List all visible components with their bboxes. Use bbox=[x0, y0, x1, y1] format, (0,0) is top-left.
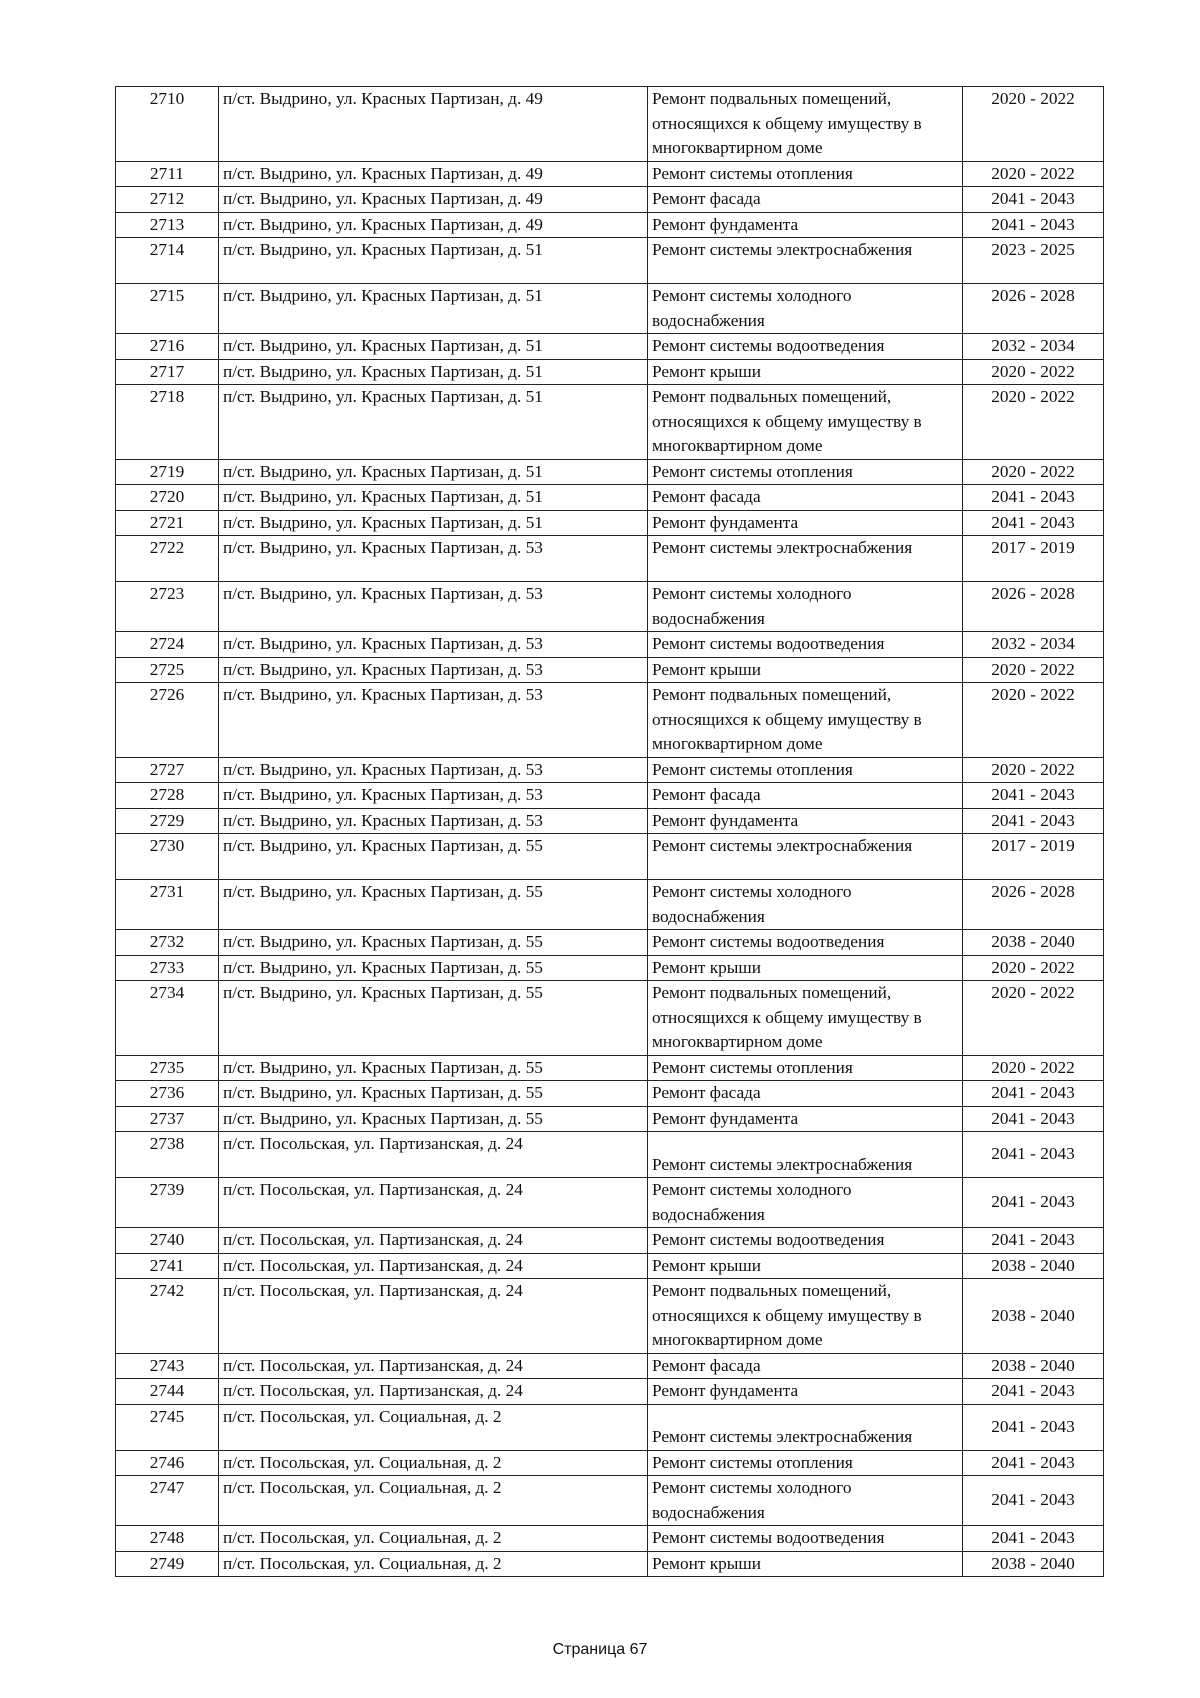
row-period: 2020 - 2022 bbox=[963, 359, 1104, 385]
row-work-type: Ремонт системы электроснабжения bbox=[648, 834, 963, 880]
table-row bbox=[116, 284, 1104, 334]
table-row bbox=[116, 783, 1104, 809]
row-number: 2745 bbox=[116, 1404, 219, 1450]
row-address: п/ст. Выдрино, ул. Красных Партизан, д. 51 bbox=[219, 334, 648, 360]
row-period: 2038 - 2040 bbox=[963, 1551, 1104, 1577]
table-row bbox=[116, 582, 1104, 632]
row-work-type: Ремонт крыши bbox=[648, 657, 963, 683]
table-row bbox=[116, 1404, 1104, 1450]
table-row bbox=[116, 1055, 1104, 1081]
table-row bbox=[116, 1476, 1104, 1526]
table-row bbox=[116, 632, 1104, 658]
repair-schedule-table bbox=[115, 86, 1104, 1577]
row-period: 2041 - 2043 bbox=[963, 1228, 1104, 1254]
row-number: 2725 bbox=[116, 657, 219, 683]
row-work-type: Ремонт системы отопления bbox=[648, 757, 963, 783]
row-number: 2715 bbox=[116, 284, 219, 334]
row-number: 2711 bbox=[116, 161, 219, 187]
table-body bbox=[116, 87, 1104, 1577]
row-work-type: Ремонт системы электроснабжения bbox=[648, 1132, 963, 1178]
row-work-type: Ремонт системы водоотведения bbox=[648, 334, 963, 360]
row-period: 2041 - 2043 bbox=[963, 485, 1104, 511]
table-row bbox=[116, 1253, 1104, 1279]
table-row bbox=[116, 1551, 1104, 1577]
table-row bbox=[116, 459, 1104, 485]
row-address: п/ст. Посольская, ул. Социальная, д. 2 bbox=[219, 1526, 648, 1552]
row-address: п/ст. Выдрино, ул. Красных Партизан, д. 55 bbox=[219, 834, 648, 880]
row-period: 2017 - 2019 bbox=[963, 834, 1104, 880]
table-row bbox=[116, 510, 1104, 536]
row-period: 2041 - 2043 bbox=[963, 1379, 1104, 1405]
row-work-type: Ремонт фундамента bbox=[648, 510, 963, 536]
row-period: 2041 - 2043 bbox=[963, 187, 1104, 213]
row-period: 2041 - 2043 bbox=[963, 1132, 1104, 1178]
table-row bbox=[116, 359, 1104, 385]
table-row bbox=[116, 334, 1104, 360]
row-period: 2038 - 2040 bbox=[963, 930, 1104, 956]
row-number: 2744 bbox=[116, 1379, 219, 1405]
row-address: п/ст. Выдрино, ул. Красных Партизан, д. 55 bbox=[219, 981, 648, 1056]
row-number: 2743 bbox=[116, 1353, 219, 1379]
row-work-type: Ремонт подвальных помещений, относящихся к общему имуществу в многоквартирном доме bbox=[648, 1279, 963, 1354]
table-row bbox=[116, 212, 1104, 238]
row-work-type: Ремонт системы холодного водоснабжения bbox=[648, 582, 963, 632]
row-work-type: Ремонт подвальных помещений, относящихся к общему имуществу в многоквартирном доме bbox=[648, 981, 963, 1056]
row-address: п/ст. Выдрино, ул. Красных Партизан, д. 51 bbox=[219, 238, 648, 284]
row-number: 2712 bbox=[116, 187, 219, 213]
row-work-type: Ремонт подвальных помещений, относящихся к общему имуществу в многоквартирном доме bbox=[648, 87, 963, 162]
row-period: 2041 - 2043 bbox=[963, 1404, 1104, 1450]
row-period: 2041 - 2043 bbox=[963, 1476, 1104, 1526]
table-row bbox=[116, 1279, 1104, 1354]
row-number: 2740 bbox=[116, 1228, 219, 1254]
row-number: 2710 bbox=[116, 87, 219, 162]
row-work-type: Ремонт системы электроснабжения bbox=[648, 1404, 963, 1450]
row-address: п/ст. Выдрино, ул. Красных Партизан, д. 49 bbox=[219, 187, 648, 213]
row-work-type: Ремонт крыши bbox=[648, 1253, 963, 1279]
row-period: 2041 - 2043 bbox=[963, 783, 1104, 809]
row-number: 2732 bbox=[116, 930, 219, 956]
row-period: 2041 - 2043 bbox=[963, 1526, 1104, 1552]
row-work-type: Ремонт фасада bbox=[648, 187, 963, 213]
row-address: п/ст. Посольская, ул. Партизанская, д. 24 bbox=[219, 1379, 648, 1405]
row-address: п/ст. Выдрино, ул. Красных Партизан, д. 53 bbox=[219, 683, 648, 758]
row-work-type: Ремонт крыши bbox=[648, 955, 963, 981]
row-number: 2713 bbox=[116, 212, 219, 238]
table-row bbox=[116, 385, 1104, 460]
row-address: п/ст. Выдрино, ул. Красных Партизан, д. 55 bbox=[219, 1106, 648, 1132]
row-period: 2020 - 2022 bbox=[963, 385, 1104, 460]
table-row bbox=[116, 161, 1104, 187]
row-work-type: Ремонт подвальных помещений, относящихся к общему имуществу в многоквартирном доме bbox=[648, 683, 963, 758]
row-number: 2724 bbox=[116, 632, 219, 658]
row-address: п/ст. Выдрино, ул. Красных Партизан, д. 49 bbox=[219, 87, 648, 162]
row-address: п/ст. Посольская, ул. Партизанская, д. 24 bbox=[219, 1279, 648, 1354]
row-work-type: Ремонт системы холодного водоснабжения bbox=[648, 1476, 963, 1526]
row-work-type: Ремонт системы водоотведения bbox=[648, 1526, 963, 1552]
row-period: 2032 - 2034 bbox=[963, 334, 1104, 360]
row-number: 2722 bbox=[116, 536, 219, 582]
table-row bbox=[116, 238, 1104, 284]
row-number: 2720 bbox=[116, 485, 219, 511]
row-number: 2728 bbox=[116, 783, 219, 809]
row-number: 2727 bbox=[116, 757, 219, 783]
row-period: 2026 - 2028 bbox=[963, 880, 1104, 930]
row-work-type: Ремонт фасада bbox=[648, 485, 963, 511]
row-work-type: Ремонт подвальных помещений, относящихся к общему имуществу в многоквартирном доме bbox=[648, 385, 963, 460]
row-period: 2020 - 2022 bbox=[963, 87, 1104, 162]
row-period: 2026 - 2028 bbox=[963, 284, 1104, 334]
table-row bbox=[116, 1450, 1104, 1476]
table-row bbox=[116, 1081, 1104, 1107]
row-number: 2749 bbox=[116, 1551, 219, 1577]
row-number: 2739 bbox=[116, 1178, 219, 1228]
table-row bbox=[116, 1228, 1104, 1254]
row-period: 2020 - 2022 bbox=[963, 657, 1104, 683]
row-address: п/ст. Выдрино, ул. Красных Партизан, д. 55 bbox=[219, 955, 648, 981]
row-work-type: Ремонт системы отопления bbox=[648, 459, 963, 485]
row-work-type: Ремонт системы холодного водоснабжения bbox=[648, 880, 963, 930]
row-number: 2714 bbox=[116, 238, 219, 284]
table-row bbox=[116, 757, 1104, 783]
row-period: 2023 - 2025 bbox=[963, 238, 1104, 284]
row-address: п/ст. Выдрино, ул. Красных Партизан, д. 49 bbox=[219, 161, 648, 187]
row-period: 2041 - 2043 bbox=[963, 212, 1104, 238]
row-number: 2733 bbox=[116, 955, 219, 981]
table-row bbox=[116, 834, 1104, 880]
row-period: 2020 - 2022 bbox=[963, 981, 1104, 1056]
row-work-type: Ремонт системы водоотведения bbox=[648, 930, 963, 956]
row-number: 2736 bbox=[116, 1081, 219, 1107]
row-address: п/ст. Выдрино, ул. Красных Партизан, д. 49 bbox=[219, 212, 648, 238]
table-row bbox=[116, 955, 1104, 981]
row-work-type: Ремонт фасада bbox=[648, 1081, 963, 1107]
row-period: 2041 - 2043 bbox=[963, 808, 1104, 834]
row-address: п/ст. Выдрино, ул. Красных Партизан, д. 53 bbox=[219, 536, 648, 582]
row-number: 2730 bbox=[116, 834, 219, 880]
table-row bbox=[116, 808, 1104, 834]
row-address: п/ст. Выдрино, ул. Красных Партизан, д. 51 bbox=[219, 385, 648, 460]
table-row bbox=[116, 1353, 1104, 1379]
row-address: п/ст. Выдрино, ул. Красных Партизан, д. 51 bbox=[219, 485, 648, 511]
row-address: п/ст. Посольская, ул. Социальная, д. 2 bbox=[219, 1450, 648, 1476]
row-address: п/ст. Выдрино, ул. Красных Партизан, д. 55 bbox=[219, 930, 648, 956]
row-work-type: Ремонт фундамента bbox=[648, 212, 963, 238]
table-row bbox=[116, 1526, 1104, 1552]
row-work-type: Ремонт фасада bbox=[648, 1353, 963, 1379]
row-number: 2716 bbox=[116, 334, 219, 360]
row-number: 2742 bbox=[116, 1279, 219, 1354]
table-row bbox=[116, 683, 1104, 758]
row-number: 2735 bbox=[116, 1055, 219, 1081]
row-work-type: Ремонт системы водоотведения bbox=[648, 1228, 963, 1254]
row-period: 2020 - 2022 bbox=[963, 757, 1104, 783]
row-number: 2723 bbox=[116, 582, 219, 632]
row-number: 2731 bbox=[116, 880, 219, 930]
row-address: п/ст. Выдрино, ул. Красных Партизан, д. 53 bbox=[219, 783, 648, 809]
row-period: 2041 - 2043 bbox=[963, 510, 1104, 536]
table-row bbox=[116, 930, 1104, 956]
row-work-type: Ремонт системы отопления bbox=[648, 161, 963, 187]
row-address: п/ст. Посольская, ул. Партизанская, д. 24 bbox=[219, 1253, 648, 1279]
table-row bbox=[116, 880, 1104, 930]
row-period: 2041 - 2043 bbox=[963, 1178, 1104, 1228]
row-address: п/ст. Выдрино, ул. Красных Партизан, д. 51 bbox=[219, 284, 648, 334]
row-work-type: Ремонт системы холодного водоснабжения bbox=[648, 284, 963, 334]
row-number: 2737 bbox=[116, 1106, 219, 1132]
row-period: 2041 - 2043 bbox=[963, 1450, 1104, 1476]
row-address: п/ст. Посольская, ул. Социальная, д. 2 bbox=[219, 1551, 648, 1577]
row-number: 2729 bbox=[116, 808, 219, 834]
table-row bbox=[116, 657, 1104, 683]
row-address: п/ст. Выдрино, ул. Красных Партизан, д. 55 bbox=[219, 880, 648, 930]
row-work-type: Ремонт системы электроснабжения bbox=[648, 238, 963, 284]
row-number: 2748 bbox=[116, 1526, 219, 1552]
row-work-type: Ремонт фундамента bbox=[648, 1379, 963, 1405]
row-period: 2020 - 2022 bbox=[963, 459, 1104, 485]
row-period: 2038 - 2040 bbox=[963, 1279, 1104, 1354]
row-work-type: Ремонт системы холодного водоснабжения bbox=[648, 1178, 963, 1228]
table-row bbox=[116, 1178, 1104, 1228]
row-work-type: Ремонт фасада bbox=[648, 783, 963, 809]
row-period: 2026 - 2028 bbox=[963, 582, 1104, 632]
table-row bbox=[116, 536, 1104, 582]
table-row bbox=[116, 187, 1104, 213]
table-row bbox=[116, 485, 1104, 511]
row-period: 2020 - 2022 bbox=[963, 161, 1104, 187]
row-period: 2017 - 2019 bbox=[963, 536, 1104, 582]
row-period: 2020 - 2022 bbox=[963, 683, 1104, 758]
row-address: п/ст. Посольская, ул. Партизанская, д. 24 bbox=[219, 1228, 648, 1254]
page-number: Страница 67 bbox=[552, 1641, 648, 1658]
row-period: 2032 - 2034 bbox=[963, 632, 1104, 658]
row-period: 2041 - 2043 bbox=[963, 1081, 1104, 1107]
row-period: 2038 - 2040 bbox=[963, 1253, 1104, 1279]
row-number: 2738 bbox=[116, 1132, 219, 1178]
row-work-type: Ремонт системы отопления bbox=[648, 1450, 963, 1476]
row-address: п/ст. Выдрино, ул. Красных Партизан, д. 55 bbox=[219, 1055, 648, 1081]
row-address: п/ст. Выдрино, ул. Красных Партизан, д. 51 bbox=[219, 359, 648, 385]
row-address: п/ст. Посольская, ул. Социальная, д. 2 bbox=[219, 1476, 648, 1526]
row-address: п/ст. Посольская, ул. Партизанская, д. 24 bbox=[219, 1353, 648, 1379]
row-address: п/ст. Посольская, ул. Социальная, д. 2 bbox=[219, 1404, 648, 1450]
row-work-type: Ремонт крыши bbox=[648, 359, 963, 385]
row-work-type: Ремонт фундамента bbox=[648, 808, 963, 834]
row-work-type: Ремонт крыши bbox=[648, 1551, 963, 1577]
row-address: п/ст. Посольская, ул. Партизанская, д. 24 bbox=[219, 1132, 648, 1178]
row-number: 2726 bbox=[116, 683, 219, 758]
row-number: 2746 bbox=[116, 1450, 219, 1476]
row-address: п/ст. Посольская, ул. Партизанская, д. 24 bbox=[219, 1178, 648, 1228]
table-row bbox=[116, 1132, 1104, 1178]
row-address: п/ст. Выдрино, ул. Красных Партизан, д. 51 bbox=[219, 510, 648, 536]
row-number: 2747 bbox=[116, 1476, 219, 1526]
row-number: 2717 bbox=[116, 359, 219, 385]
row-address: п/ст. Выдрино, ул. Красных Партизан, д. 53 bbox=[219, 657, 648, 683]
row-period: 2020 - 2022 bbox=[963, 1055, 1104, 1081]
row-number: 2718 bbox=[116, 385, 219, 460]
row-address: п/ст. Выдрино, ул. Красных Партизан, д. 53 bbox=[219, 757, 648, 783]
row-period: 2041 - 2043 bbox=[963, 1106, 1104, 1132]
row-address: п/ст. Выдрино, ул. Красных Партизан, д. 53 bbox=[219, 582, 648, 632]
row-work-type: Ремонт системы электроснабжения bbox=[648, 536, 963, 582]
row-address: п/ст. Выдрино, ул. Красных Партизан, д. 53 bbox=[219, 808, 648, 834]
row-address: п/ст. Выдрино, ул. Красных Партизан, д. 55 bbox=[219, 1081, 648, 1107]
row-number: 2734 bbox=[116, 981, 219, 1056]
row-number: 2719 bbox=[116, 459, 219, 485]
row-work-type: Ремонт системы отопления bbox=[648, 1055, 963, 1081]
table-row bbox=[116, 1106, 1104, 1132]
table-row bbox=[116, 981, 1104, 1056]
row-period: 2020 - 2022 bbox=[963, 955, 1104, 981]
table-row bbox=[116, 87, 1104, 162]
row-number: 2741 bbox=[116, 1253, 219, 1279]
row-work-type: Ремонт системы водоотведения bbox=[648, 632, 963, 658]
row-address: п/ст. Выдрино, ул. Красных Партизан, д. 53 bbox=[219, 632, 648, 658]
row-work-type: Ремонт фундамента bbox=[648, 1106, 963, 1132]
table-row bbox=[116, 1379, 1104, 1405]
row-address: п/ст. Выдрино, ул. Красных Партизан, д. 51 bbox=[219, 459, 648, 485]
row-number: 2721 bbox=[116, 510, 219, 536]
row-period: 2038 - 2040 bbox=[963, 1353, 1104, 1379]
